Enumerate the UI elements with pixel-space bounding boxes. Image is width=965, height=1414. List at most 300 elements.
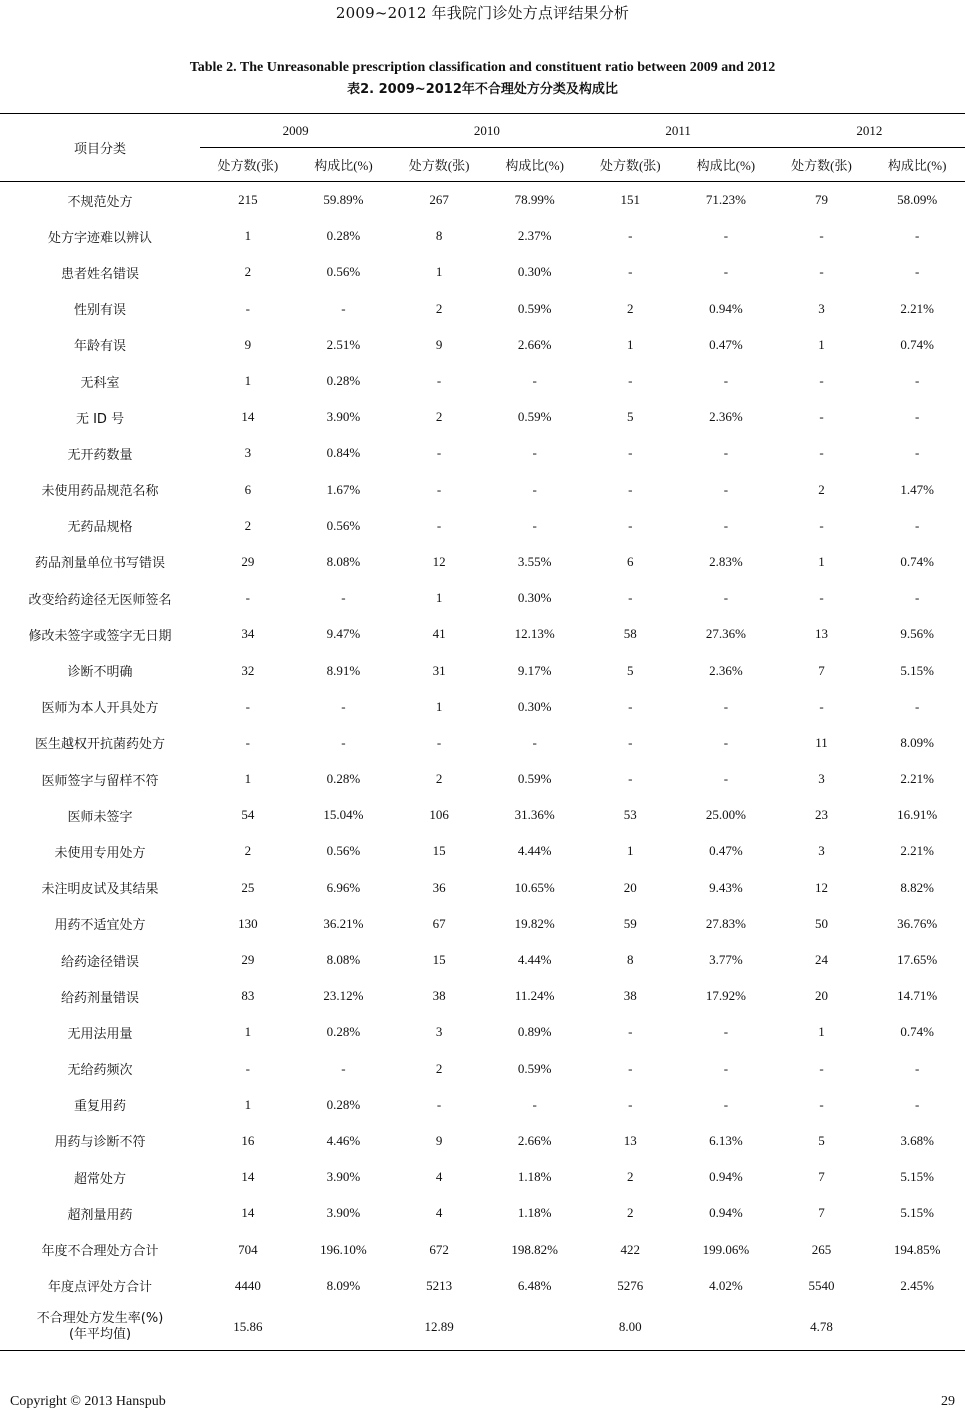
table-cell: 31.36% — [514, 807, 555, 823]
count-header: 处方数(张) — [217, 158, 279, 173]
row-label: 无用法用量 — [67, 1026, 133, 1042]
table-body — [0, 182, 965, 1351]
table-cell: 8.00 — [618, 1318, 642, 1334]
table-cell: - — [819, 698, 824, 714]
table-row — [0, 1268, 965, 1304]
table-cell: - — [819, 517, 824, 533]
table-cell: - — [819, 264, 824, 280]
category-header: 项目分类 — [74, 141, 127, 156]
table-cell: 0.47% — [709, 843, 743, 859]
table-cell: - — [723, 1024, 729, 1040]
table-cell: 11 — [815, 734, 828, 750]
table-cell: 2.37% — [517, 228, 552, 244]
table-cell: 3.90% — [326, 409, 361, 425]
table-cell: 2.21% — [900, 300, 934, 316]
table-cell: - — [723, 734, 729, 750]
table-cell: - — [914, 445, 920, 461]
row-label: 未使用专用处方 — [54, 845, 146, 861]
table-cell: 2.21% — [900, 771, 934, 787]
table-cell: 1.18% — [517, 1169, 552, 1185]
table-row — [0, 1014, 965, 1050]
table-cell: - — [628, 264, 633, 280]
table-cell: - — [341, 300, 346, 316]
table-cell: 38 — [623, 988, 637, 1004]
table-cell: 0.56% — [326, 264, 361, 280]
table-row — [0, 327, 965, 363]
table-cell: - — [723, 1060, 729, 1076]
table-cell: 23.12% — [323, 988, 364, 1004]
table-cell: - — [628, 373, 633, 389]
table-cell: - — [723, 481, 729, 497]
table-cell: 0.84% — [326, 445, 361, 461]
table-cell: - — [436, 734, 442, 750]
row-label: 医师为本人开具处方 — [41, 701, 159, 717]
table-cell: 1 — [818, 336, 825, 352]
table-cell: 58 — [623, 626, 637, 642]
table-cell: 8 — [435, 228, 443, 244]
table-cell: - — [628, 698, 633, 714]
table-cell: 2 — [244, 843, 252, 859]
table-cell: 29 — [241, 952, 255, 968]
table-row — [0, 218, 965, 254]
table-cell: 4.44% — [517, 843, 552, 859]
row-label-line1: 不合理处方发生率(%) — [36, 1310, 164, 1326]
table-row — [0, 797, 965, 833]
table-cell: 1 — [244, 373, 252, 389]
table-cell: 78.99% — [514, 192, 555, 208]
row-label: 无 ID 号 — [75, 411, 125, 427]
table-cell: 1 — [818, 1024, 825, 1040]
table-cell: 9 — [435, 1132, 443, 1148]
table-cell: 3 — [435, 1024, 443, 1040]
table-cell: 0.94% — [709, 1169, 743, 1185]
table-cell: - — [914, 517, 920, 533]
prescription-table — [0, 113, 965, 1351]
table-cell: 3.90% — [326, 1169, 361, 1185]
table-cell: 0.28% — [326, 373, 361, 389]
copyright: Copyright © 2013 Hanspub — [10, 1394, 166, 1409]
table-cell: - — [532, 517, 537, 533]
table-cell: 0.94% — [709, 1205, 743, 1221]
table-cell: 8.09% — [326, 1277, 361, 1293]
table-cell: 59 — [623, 915, 637, 931]
table-cell: 2 — [435, 300, 443, 316]
table-cell: 1 — [435, 590, 443, 606]
table-cell: 4.02% — [709, 1277, 743, 1293]
table-cell: 9.17% — [517, 662, 552, 678]
table-cell: - — [628, 1096, 633, 1112]
count-header: 处方数(张) — [791, 158, 852, 173]
table-cell: - — [819, 228, 824, 244]
table-row — [0, 363, 965, 399]
table-cell: 3 — [818, 843, 825, 859]
table-cell: 29 — [241, 553, 255, 569]
table-row — [0, 182, 965, 219]
table-cell: - — [341, 734, 346, 750]
row-label: 修改未签字或签字无日期 — [28, 628, 172, 644]
table-cell: 54 — [241, 807, 255, 823]
table-cell: 20 — [623, 879, 637, 895]
row-label: 年度点评处方合计 — [48, 1280, 153, 1296]
table-cell: 5.15% — [900, 662, 934, 678]
row-label: 医师签字与留样不符 — [41, 773, 159, 789]
table-row — [0, 1051, 965, 1087]
table-cell: - — [723, 228, 729, 244]
table-cell: 7 — [818, 662, 825, 678]
table-cell: 2 — [627, 1205, 634, 1221]
row-label: 医师未签字 — [67, 809, 133, 825]
table-cell: - — [436, 517, 442, 533]
table-cell: 1 — [244, 1024, 252, 1040]
table-cell: 0.74% — [900, 1024, 934, 1040]
table-cell: - — [723, 264, 729, 280]
table-cell: 15 — [432, 843, 446, 859]
table-cell: 8.08% — [326, 553, 361, 569]
table-cell: 3 — [818, 771, 825, 787]
table-cell: - — [628, 481, 633, 497]
table-cell: 12 — [815, 879, 828, 895]
table-cell: 27.36% — [705, 626, 746, 642]
table-cell: 4 — [435, 1205, 443, 1221]
table-cell: - — [628, 517, 633, 533]
row-label: 用药不适宜处方 — [54, 918, 146, 934]
table-cell: - — [819, 445, 824, 461]
table-cell: 14 — [241, 409, 255, 425]
table-cell: 0.28% — [326, 228, 361, 244]
table-cell: 0.74% — [900, 553, 934, 569]
table-cell: 0.74% — [900, 336, 934, 352]
table-cell: 2.45% — [900, 1277, 934, 1293]
table-cell: 24 — [815, 952, 828, 968]
table-cell: 0.59% — [517, 771, 552, 787]
table-cell: 11.24% — [514, 988, 555, 1004]
row-label: 未使用药品规范名称 — [41, 484, 159, 500]
table-cell: 14 — [241, 1169, 255, 1185]
table-cell: 215 — [238, 192, 258, 208]
table-cell: 1 — [244, 771, 252, 787]
table-cell: 0.56% — [326, 517, 361, 533]
table-cell: - — [628, 1024, 633, 1040]
row-label: 无开药数量 — [67, 447, 133, 463]
table-cell — [296, 1304, 392, 1351]
running-title: 2009~2012 年我院门诊处方点评结果分析 — [335, 4, 630, 22]
table-cell: 83 — [241, 988, 255, 1004]
table-cell: 34 — [241, 626, 255, 642]
table-cell: 5.15% — [900, 1169, 934, 1185]
table-cell: 0.89% — [517, 1024, 552, 1040]
table-cell: 20 — [815, 988, 828, 1004]
table-cell: 9 — [435, 336, 443, 352]
table-row — [0, 435, 965, 471]
page-number: 29 — [941, 1394, 955, 1409]
row-label: 重复用药 — [74, 1099, 127, 1115]
table-cell: - — [723, 1096, 729, 1112]
table-row — [0, 580, 965, 616]
row-label: 患者姓名错误 — [61, 266, 140, 282]
row-label: 年度不合理处方合计 — [41, 1244, 159, 1260]
table-cell: 17.92% — [705, 988, 746, 1004]
table-cell: 7 — [818, 1205, 825, 1221]
table-cell: 1 — [244, 1096, 252, 1112]
table-row — [0, 399, 965, 435]
row-label: 诊断不明确 — [67, 665, 133, 681]
table-cell: 71.23% — [705, 192, 746, 208]
table-cell: 9 — [244, 336, 252, 352]
table-cell: 19.82% — [514, 915, 555, 931]
table-cell: 15.04% — [323, 807, 364, 823]
table-cell: 14.71% — [897, 988, 938, 1004]
table-row — [0, 254, 965, 290]
table-cell: 0.59% — [517, 300, 552, 316]
table-row — [0, 1231, 965, 1267]
table-cell: 2.66% — [517, 1132, 552, 1148]
table-cell: 4.78 — [810, 1318, 833, 1334]
table-cell: 0.47% — [709, 336, 743, 352]
table-cell: 13 — [815, 626, 828, 642]
row-label: 无给药频次 — [67, 1063, 133, 1079]
table-cell: 2.66% — [517, 336, 552, 352]
table-cell: 9.56% — [900, 626, 934, 642]
table-cell: 13 — [623, 1132, 637, 1148]
table-row — [0, 1087, 965, 1123]
table-cell — [678, 1304, 774, 1351]
table-cell: 15.86 — [233, 1318, 263, 1334]
table-cell: - — [914, 1096, 920, 1112]
table-cell: 2.21% — [900, 843, 934, 859]
table-cell: 151 — [620, 192, 641, 208]
table-cell: - — [245, 734, 251, 750]
table-cell: 2 — [244, 517, 252, 533]
table-cell: 2 — [818, 481, 825, 497]
table-cell: 4.46% — [326, 1132, 361, 1148]
table-cell: 31 — [432, 662, 446, 678]
table-cell: - — [436, 445, 442, 461]
table-cell: 67 — [432, 915, 446, 931]
year-header: 2010 — [391, 114, 582, 148]
table-cell: 5 — [627, 662, 634, 678]
row-label-line2: (年平均值) — [68, 1326, 132, 1342]
table-cell: 106 — [429, 807, 449, 823]
table-cell: 25.00% — [705, 807, 746, 823]
table-cell: 2 — [435, 1060, 443, 1076]
table-cell — [869, 1304, 965, 1351]
table-cell: - — [914, 373, 920, 389]
table-cell: 1.18% — [517, 1205, 552, 1221]
table-cell: 194.85% — [893, 1241, 941, 1257]
table-cell: - — [436, 1096, 442, 1112]
table-cell: 199.06% — [702, 1241, 750, 1257]
table-cell: 14 — [241, 1205, 255, 1221]
table-cell: 704 — [238, 1241, 258, 1257]
table-cell: 0.30% — [517, 264, 552, 280]
table-cell: 422 — [620, 1241, 641, 1257]
table-cell: - — [532, 373, 537, 389]
table-row — [0, 833, 965, 869]
table-cell: 9.47% — [326, 626, 361, 642]
year-header: 2009 — [200, 114, 391, 148]
table-cell: 0.94% — [709, 300, 743, 316]
ratio-header: 构成比(%) — [696, 158, 756, 173]
row-label: 年龄有误 — [74, 339, 127, 355]
table-cell: 0.28% — [326, 1096, 361, 1112]
count-header: 处方数(张) — [599, 158, 661, 173]
table-cell: 23 — [815, 807, 828, 823]
table-row — [0, 870, 965, 906]
row-label: 性别有误 — [74, 303, 127, 319]
table-cell: - — [914, 228, 920, 244]
table-cell: 0.59% — [517, 409, 552, 425]
table-cell: 15 — [432, 952, 446, 968]
table-cell: - — [532, 1096, 537, 1112]
table-cell — [487, 1304, 583, 1351]
row-label: 超常处方 — [74, 1171, 127, 1187]
table-cell: 59.89% — [323, 192, 364, 208]
table-cell: - — [341, 1060, 346, 1076]
table-cell: 0.30% — [517, 590, 552, 606]
row-label: 改变给药途径无医师签名 — [28, 592, 172, 608]
table-cell: 9.43% — [709, 879, 743, 895]
table-cell: 0.59% — [517, 1060, 552, 1076]
table-cell: 7 — [818, 1169, 825, 1185]
table-cell: - — [819, 590, 824, 606]
table-cell: 3 — [818, 300, 825, 316]
table-cell: 8.09% — [900, 734, 934, 750]
table-cell: - — [723, 771, 729, 787]
table-cell: 36 — [432, 879, 446, 895]
table-cell: 10.65% — [514, 879, 555, 895]
table-cell: 3.90% — [326, 1205, 361, 1221]
table-cell: 1 — [627, 336, 634, 352]
table-cell: 17.65% — [897, 952, 938, 968]
table-cell: - — [914, 590, 920, 606]
table-cell: 3.68% — [900, 1132, 934, 1148]
table-row-incidence — [0, 1304, 965, 1351]
row-label: 无科室 — [80, 375, 120, 391]
table-cell: 5540 — [808, 1277, 835, 1293]
table-caption-en: Table 2. The Unreasonable prescription classification and constituent ratio between 2009 and 2012 — [189, 60, 776, 75]
table-cell: 672 — [429, 1241, 449, 1257]
table-cell: 8.82% — [900, 879, 934, 895]
table-cell: 41 — [432, 626, 446, 642]
table-cell: - — [723, 698, 729, 714]
year-header: 2012 — [774, 114, 965, 148]
table-cell: 79 — [815, 192, 828, 208]
table-cell: 16.91% — [897, 807, 938, 823]
row-label: 药品剂量单位书写错误 — [35, 556, 166, 572]
table-cell: - — [341, 698, 346, 714]
table-cell: 130 — [238, 915, 258, 931]
table-cell: 4.44% — [517, 952, 552, 968]
table-cell: - — [628, 590, 633, 606]
table-cell: 36.76% — [897, 915, 938, 931]
table-cell: - — [532, 734, 537, 750]
table-row — [0, 508, 965, 544]
table-cell: - — [819, 1096, 824, 1112]
table-cell: 8.91% — [326, 662, 361, 678]
table-row — [0, 616, 965, 652]
table-cell: 6.13% — [709, 1132, 743, 1148]
table-cell: 2 — [244, 264, 252, 280]
table-cell: 0.28% — [326, 1024, 361, 1040]
table-cell: 6 — [627, 553, 634, 569]
table-cell: 16 — [241, 1132, 255, 1148]
table-cell: 2 — [435, 409, 443, 425]
table-cell: 196.10% — [320, 1241, 367, 1257]
row-label: 不规范处方 — [67, 194, 133, 210]
table-row — [0, 291, 965, 327]
table-cell: - — [628, 771, 633, 787]
table-row — [0, 689, 965, 725]
table-cell: - — [628, 228, 633, 244]
table-row — [0, 761, 965, 797]
table-cell: 1 — [244, 228, 252, 244]
table-cell: 0.56% — [326, 843, 361, 859]
ratio-header: 构成比(%) — [314, 158, 373, 173]
table-row — [0, 1195, 965, 1231]
table-row — [0, 652, 965, 688]
table-row — [0, 544, 965, 580]
table-cell: 0.30% — [517, 698, 552, 714]
table-cell: 3 — [244, 445, 252, 461]
table-cell: - — [914, 409, 920, 425]
table-cell: - — [628, 1060, 633, 1076]
table-cell: - — [723, 373, 729, 389]
table-cell: 50 — [815, 915, 828, 931]
row-label: 处方字迹难以辨认 — [48, 230, 153, 246]
table-cell: 4440 — [234, 1277, 261, 1293]
table-row — [0, 906, 965, 942]
table-cell: 267 — [429, 192, 449, 208]
table-cell: - — [723, 517, 729, 533]
table-cell: - — [436, 481, 442, 497]
year-header-row — [0, 114, 965, 148]
table-cell: 2 — [627, 300, 634, 316]
table-cell: - — [532, 481, 537, 497]
ratio-header: 构成比(%) — [505, 158, 564, 173]
table-cell: - — [723, 590, 729, 606]
table-cell: - — [819, 409, 824, 425]
table-cell: 1 — [435, 698, 443, 714]
table-cell: 4 — [435, 1169, 443, 1185]
table-row — [0, 725, 965, 761]
row-label: 无药品规格 — [67, 520, 133, 536]
table-cell: 25 — [241, 879, 255, 895]
table-cell: 1.67% — [326, 481, 361, 497]
table-cell: 53 — [623, 807, 637, 823]
table-cell: - — [723, 445, 729, 461]
table-cell: 2 — [627, 1169, 634, 1185]
table-cell: 5 — [627, 409, 634, 425]
table-cell: 12.13% — [514, 626, 555, 642]
table-cell: - — [914, 1060, 920, 1076]
table-cell: 1 — [818, 553, 825, 569]
table-cell: 58.09% — [897, 192, 938, 208]
table-cell: 2.83% — [709, 553, 743, 569]
table-row — [0, 472, 965, 508]
table-cell: - — [628, 734, 633, 750]
table-cell: 32 — [241, 662, 255, 678]
table-caption-zh: 表2. 2009~2012年不合理处方分类及构成比 — [347, 82, 618, 97]
table-cell: 2.36% — [709, 409, 743, 425]
table-cell: 36.21% — [323, 915, 364, 931]
table-cell: - — [245, 300, 251, 316]
table-cell: 3.77% — [709, 952, 743, 968]
table-cell: 38 — [432, 988, 446, 1004]
table-cell: 5276 — [617, 1277, 644, 1293]
count-header: 处方数(张) — [408, 158, 470, 173]
table-cell: - — [245, 590, 251, 606]
table-row — [0, 978, 965, 1014]
